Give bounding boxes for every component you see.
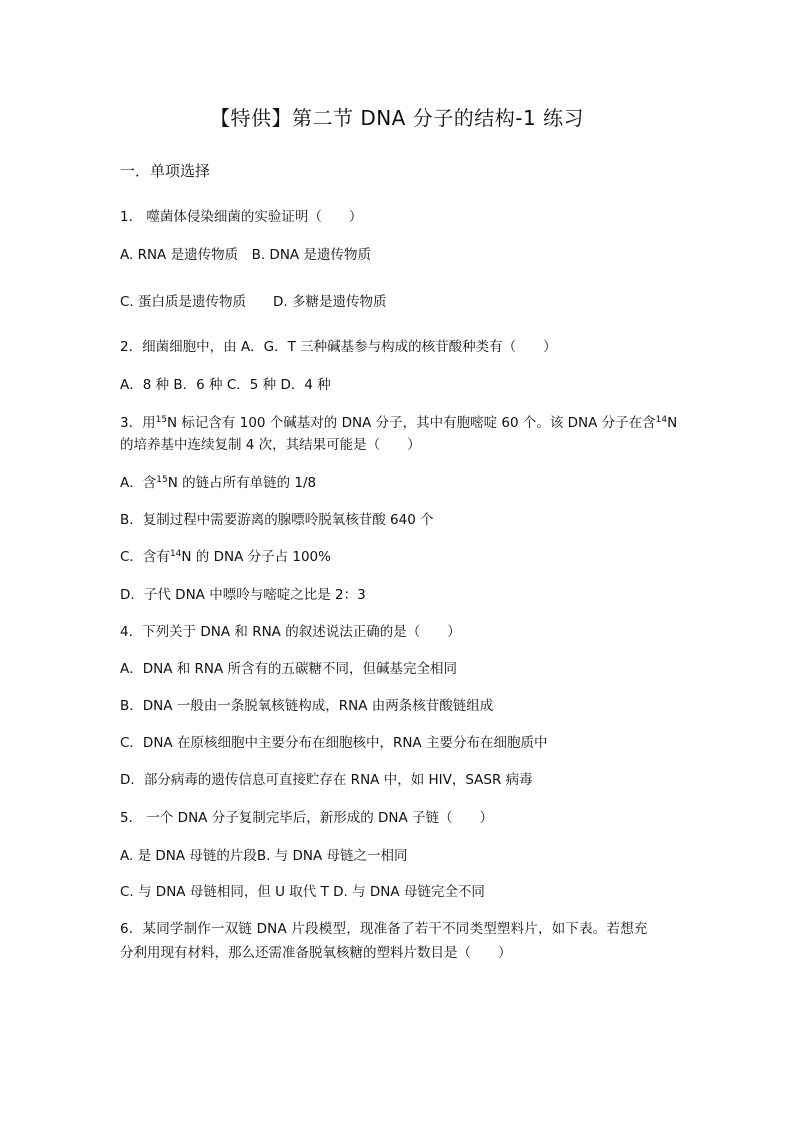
question-5-options-cd: C. 与 DNA 母链相同，但 U 取代 T D. 与 DNA 母链完全不同 bbox=[120, 884, 485, 900]
question-4-option-d: D．部分病毒的遗传信息可直接贮存在 RNA 中，如 HIV，SASR 病毒 bbox=[120, 772, 533, 788]
question-3-option-c-post: N 的 DNA 分子占 100% bbox=[181, 549, 331, 565]
question-2-options: A．8 种 B．6 种 C．5 种 D．4 种 bbox=[120, 377, 331, 393]
question-4-option-c: C．DNA 在原核细胞中主要分布在细胞核中，RNA 主要分布在细胞质中 bbox=[120, 735, 548, 751]
question-5-stem: 5． 一个 DNA 分子复制完毕后，新形成的 DNA 子链（ ） bbox=[120, 810, 494, 826]
question-1-stem: 1． 噬菌体侵染细菌的实验证明（ ） bbox=[120, 209, 363, 225]
question-1-options-cd: C. 蛋白质是遗传物质 D. 多糖是遗传物质 bbox=[120, 294, 387, 310]
isotope-superscript: 15 bbox=[156, 475, 168, 485]
question-4-option-b: B．DNA 一般由一条脱氧核链构成，RNA 由两条核苷酸链组成 bbox=[120, 698, 494, 714]
question-3-option-a-pre: A．含 bbox=[120, 475, 157, 491]
question-3-stem-line-2: 的培养基中连续复制 4 次，其结果可能是（ ） bbox=[120, 437, 421, 453]
question-1-options-ab: A. RNA 是遗传物质 B. DNA 是遗传物质 bbox=[120, 247, 371, 263]
question-5-options-ab: A. 是 DNA 母链的片段B. 与 DNA 母链之一相同 bbox=[120, 848, 408, 864]
question-3-stem-mid: N 标记含有 100 个碱基对的 DNA 分子，其中有胞嘧啶 60 个。该 DNA 分子在含 bbox=[167, 415, 656, 431]
question-3-option-a bbox=[120, 473, 316, 493]
question-4-option-a: A．DNA 和 RNA 所含有的五碳糖不同，但碱基完全相同 bbox=[120, 661, 458, 677]
question-6-stem-line-2: 分利用现有材料，那么还需准备脱氧核糖的塑料片数目是（ ） bbox=[120, 945, 512, 961]
question-4-stem: 4．下列关于 DNA 和 RNA 的叙述说法正确的是（ ） bbox=[120, 624, 461, 640]
isotope-superscript: 14 bbox=[169, 549, 182, 559]
question-3-option-a-post: N 的链占所有单链的 1/8 bbox=[167, 475, 317, 491]
page-title: 【特供】第二节 DNA 分子的结构-1 练习 bbox=[209, 106, 585, 130]
section-heading: 一．单项选择 bbox=[120, 162, 211, 180]
question-3-option-c-pre: C．含有 bbox=[120, 549, 170, 565]
question-3-option-d: D．子代 DNA 中嘌呤与嘧啶之比是 2：3 bbox=[120, 587, 366, 603]
question-3-option-c bbox=[120, 547, 331, 567]
question-6-stem-line-1: 6．某同学制作一双链 DNA 片段模型，现准备了若干不同类型塑料片，如下表。若想充 bbox=[120, 921, 648, 937]
question-3-option-b: B．复制过程中需要游离的腺嘌呤脱氧核苷酸 640 个 bbox=[120, 512, 434, 528]
isotope-superscript: 14 bbox=[655, 415, 668, 425]
isotope-superscript: 15 bbox=[155, 415, 168, 425]
question-3-stem-line-1 bbox=[120, 413, 677, 433]
question-2-stem: 2．细菌细胞中，由 A．G．T 三种碱基参与构成的核苷酸种类有（ ） bbox=[120, 339, 557, 355]
question-3-stem-pre: 3．用 bbox=[120, 415, 156, 431]
question-3-stem-post: N bbox=[667, 415, 678, 431]
